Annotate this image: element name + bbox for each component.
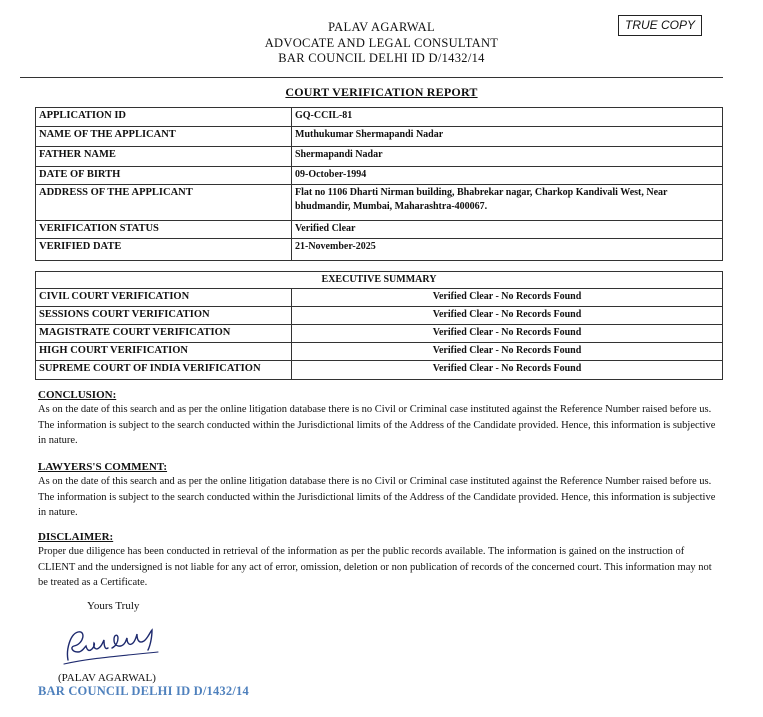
table-row xyxy=(36,221,723,239)
row-label: CIVIL COURT VERIFICATION xyxy=(36,289,292,307)
footer-bar-council-id: BAR COUNCIL DELHI ID D/1432/14 xyxy=(38,684,249,698)
row-value: Verified Clear - No Records Found xyxy=(292,307,723,325)
row-label: FATHER NAME xyxy=(36,147,292,167)
lawyers-comment-text: As on the date of this search and as per the online litigation database there is no Civil or Criminal case instituted against the Reference Number raised before us. The information is subject to the search conducted within the Jurisdictional limits of the Address of the Candidate provided. Hence, this information is subjective in nature. xyxy=(38,476,716,518)
conclusion-section xyxy=(38,389,718,449)
bar-council-id: BAR COUNCIL DELHI ID D/1432/14 xyxy=(278,51,485,65)
report-title: COURT VERIFICATION REPORT xyxy=(285,85,478,99)
row-value: Muthukumar Shermapandi Nadar xyxy=(292,127,723,147)
disclaimer-heading: DISCLAIMER: xyxy=(38,531,114,543)
table-row xyxy=(36,127,723,147)
row-label: VERIFICATION STATUS xyxy=(36,221,292,239)
disclaimer-section xyxy=(38,531,718,591)
lawyers-comment-heading: LAWYERS'S COMMENT: xyxy=(38,461,168,473)
executive-summary-table xyxy=(35,271,723,380)
closing-text: Yours Truly xyxy=(87,600,140,612)
signature-image xyxy=(60,622,165,670)
row-value: 21-November-2025 xyxy=(292,239,723,261)
row-value: Verified Clear xyxy=(292,221,723,239)
table-row xyxy=(36,307,723,325)
table-row xyxy=(36,108,723,127)
row-label: VERIFIED DATE xyxy=(36,239,292,261)
table-row xyxy=(36,167,723,185)
table-row xyxy=(36,289,723,307)
header-divider xyxy=(20,77,723,78)
conclusion-text: As on the date of this search and as per the online litigation database there is no Civil or Criminal case instituted against the Reference Number raised before us. The information is subject to the search conducted within the Jurisdictional limits of the Address of the Candidate provided. Hence, this information is subjective in nature. xyxy=(38,404,716,446)
table-row xyxy=(36,343,723,361)
summary-heading: EXECUTIVE SUMMARY xyxy=(36,272,723,289)
row-label: SESSIONS COURT VERIFICATION xyxy=(36,307,292,325)
row-value: 09-October-1994 xyxy=(292,167,723,185)
table-row xyxy=(36,147,723,167)
row-value: Verified Clear - No Records Found xyxy=(292,325,723,343)
row-value: Verified Clear - No Records Found xyxy=(292,289,723,307)
signatory-name: (PALAV AGARWAL) xyxy=(58,672,156,684)
true-copy-stamp: TRUE COPY xyxy=(618,15,702,36)
table-row xyxy=(36,361,723,380)
row-value: Verified Clear - No Records Found xyxy=(292,343,723,361)
row-label: NAME OF THE APPLICANT xyxy=(36,127,292,147)
row-label: SUPREME COURT OF INDIA VERIFICATION xyxy=(36,361,292,380)
table-header-row xyxy=(36,272,723,289)
advocate-name: PALAV AGARWAL xyxy=(328,20,435,34)
row-value: Flat no 1106 Dharti Nirman building, Bhabrekar nagar, Charkop Kandivali West, Near bhudmandir, Mumbai, Maharashtra-400067. xyxy=(292,185,723,221)
lawyers-comment-section xyxy=(38,461,718,521)
row-value: Verified Clear - No Records Found xyxy=(292,361,723,380)
table-row xyxy=(36,185,723,221)
conclusion-heading: CONCLUSION: xyxy=(38,389,117,401)
row-label: APPLICATION ID xyxy=(36,108,292,127)
applicant-details-table xyxy=(35,107,723,261)
row-value: Shermapandi Nadar xyxy=(292,147,723,167)
table-row xyxy=(36,325,723,343)
disclaimer-text: Proper due diligence has been conducted in retrieval of the information as per the public records available. The information is gained on the instruction of CLIENT and the undersigned is not liable for any act of error, omission, deletion or non publication of records of the concerned court. This information may not be treated as a Certificate. xyxy=(38,546,712,588)
row-label: MAGISTRATE COURT VERIFICATION xyxy=(36,325,292,343)
advocate-profession: ADVOCATE AND LEGAL CONSULTANT xyxy=(264,35,499,50)
row-value: GQ-CCIL-81 xyxy=(292,108,723,127)
row-label: ADDRESS OF THE APPLICANT xyxy=(36,185,292,221)
row-label: DATE OF BIRTH xyxy=(36,167,292,185)
row-label: HIGH COURT VERIFICATION xyxy=(36,343,292,361)
table-row xyxy=(36,239,723,261)
